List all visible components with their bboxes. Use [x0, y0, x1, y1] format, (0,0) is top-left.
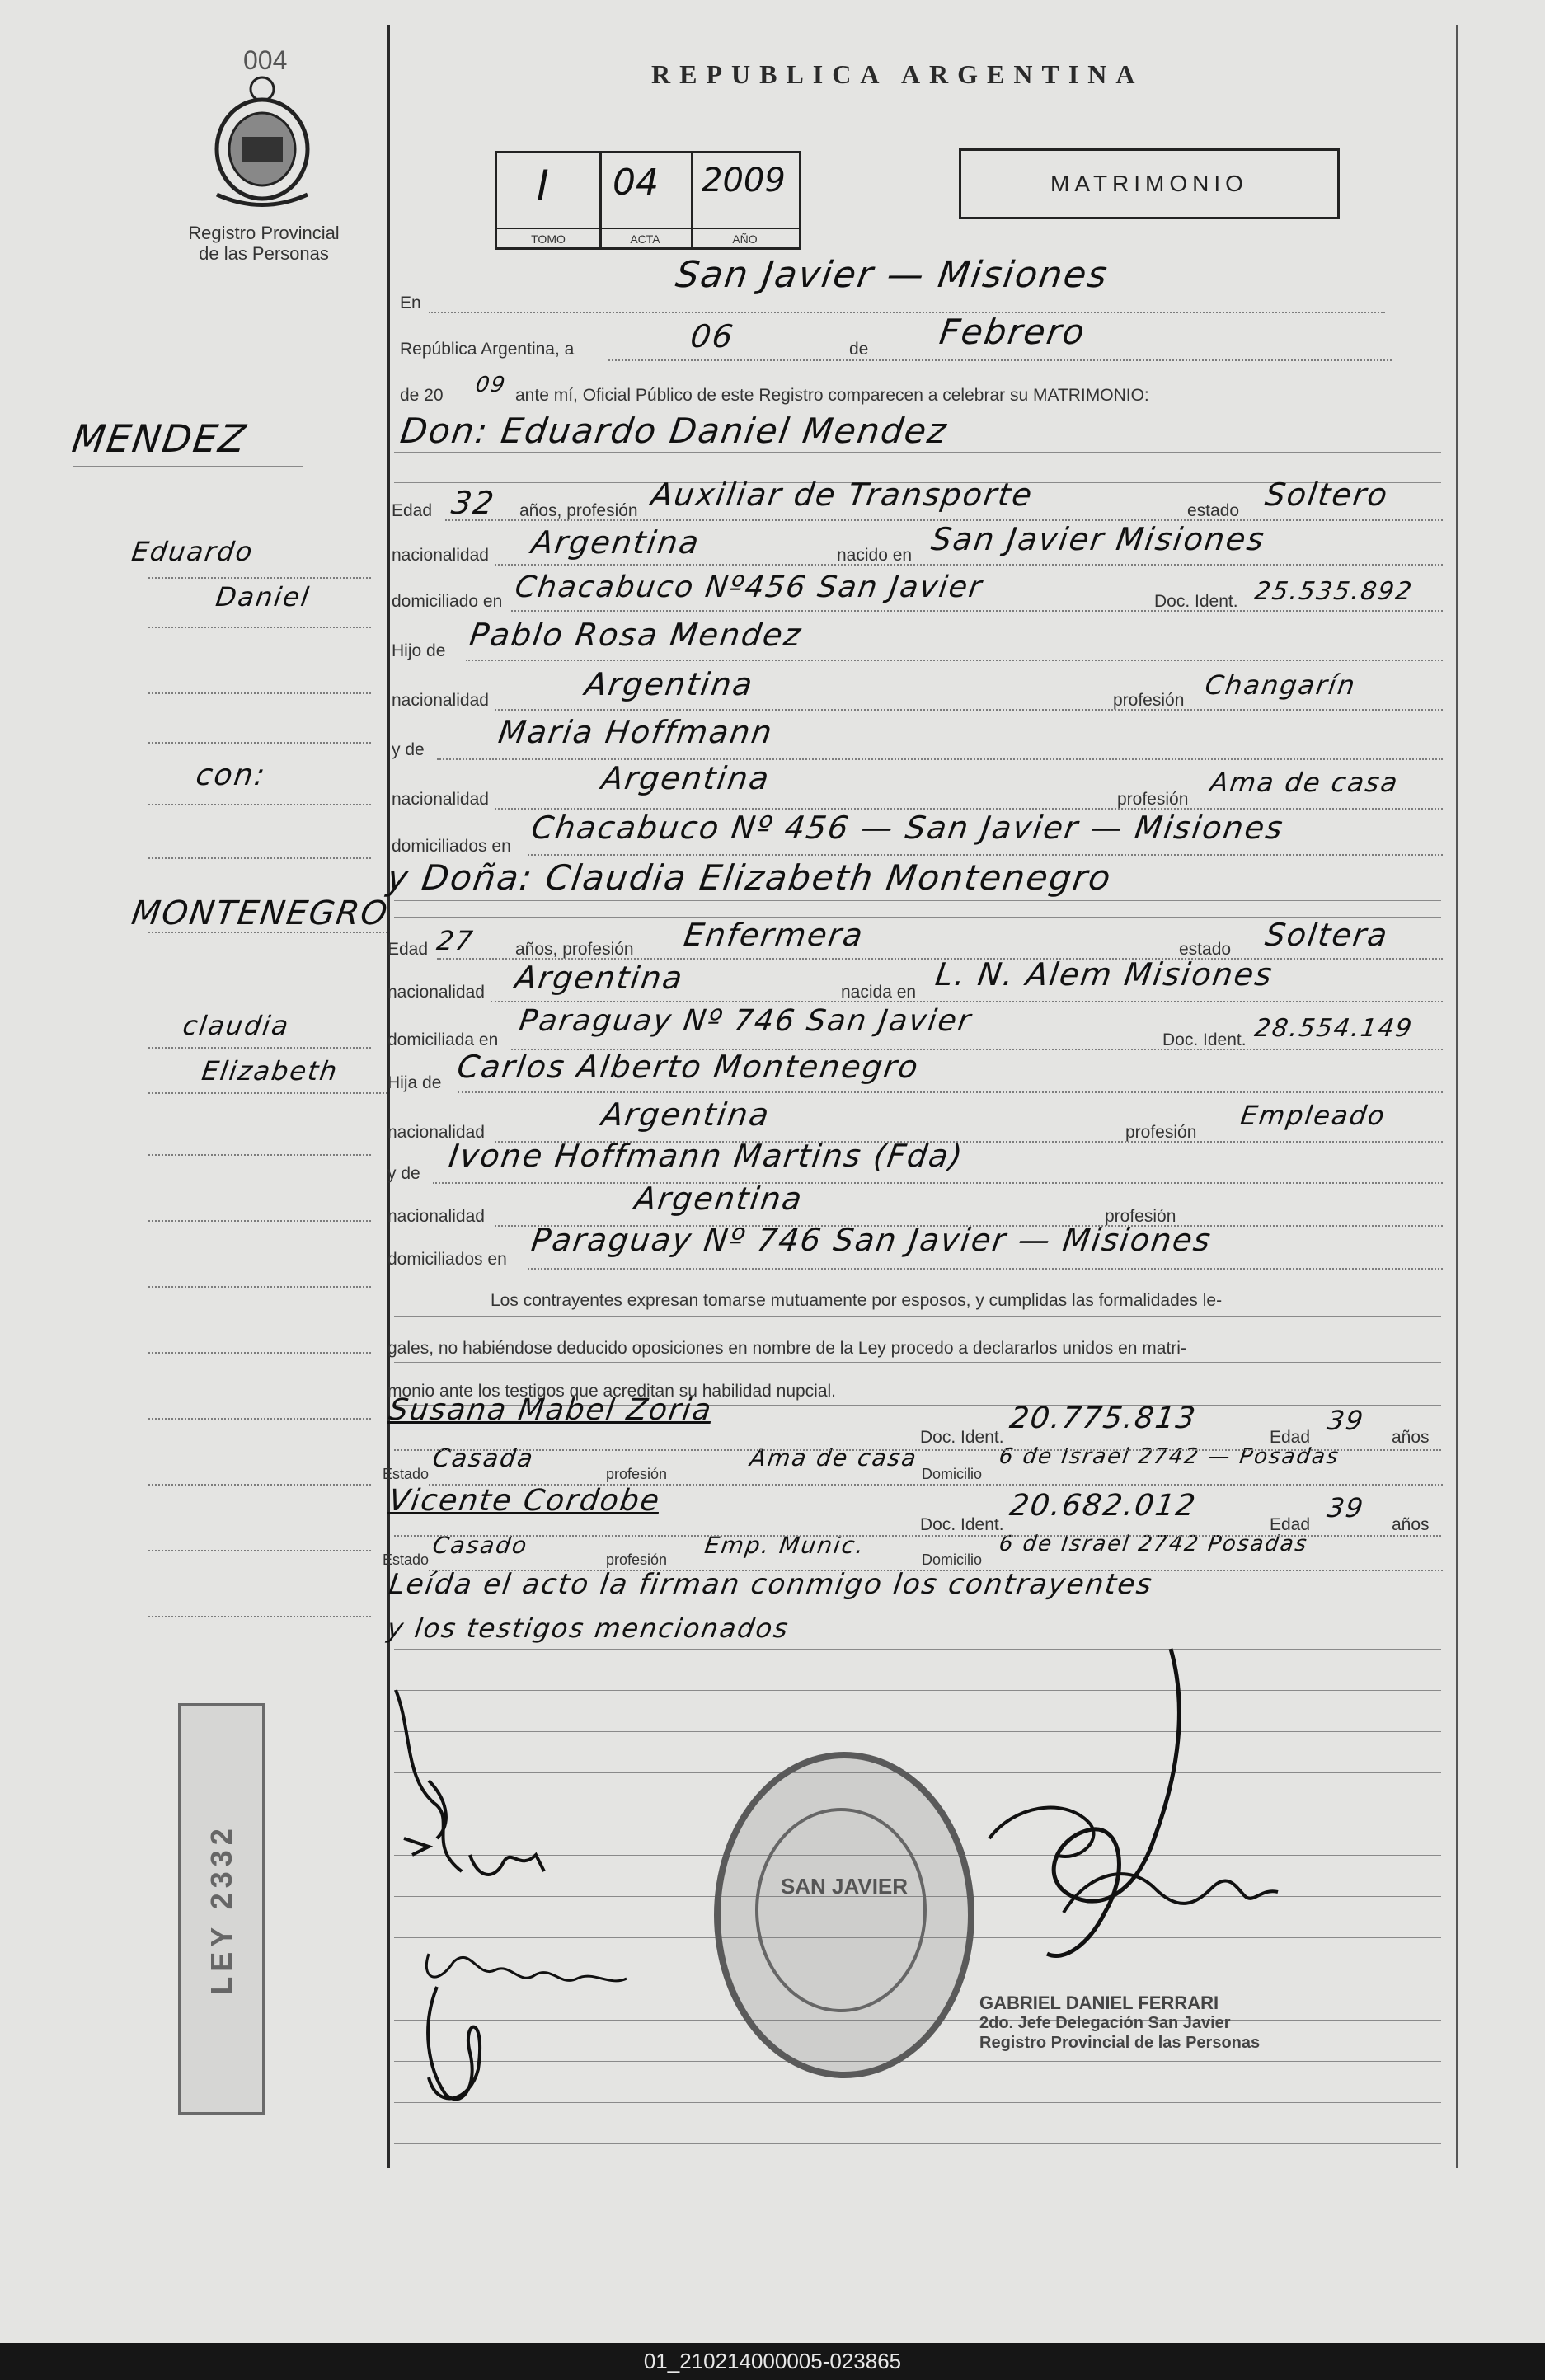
label-profesion-w: profesión	[606, 1551, 668, 1568]
label-estado: estado	[1179, 940, 1232, 959]
label-en: En	[400, 293, 421, 312]
label-nacionalidad: nacionalidad	[392, 546, 489, 565]
label-republica: República Argentina, a	[400, 340, 575, 359]
margin-with: con:	[194, 758, 269, 792]
place-year: 09	[473, 373, 509, 397]
declaration-line-2: gales, no habiéndose deducido oposiciones en nombre de la Ley procedo a declararlos unidos en matri-	[387, 1339, 1186, 1358]
margin-names-2b: Elizabeth	[200, 1055, 340, 1087]
margin-guide	[148, 1418, 371, 1420]
witness-2-profession: Emp. Munic.	[702, 1532, 867, 1559]
groom-status: Soltero	[1262, 476, 1392, 513]
witness-2-age: 39	[1325, 1492, 1367, 1523]
groom-age: 32	[448, 485, 498, 521]
record-box	[495, 151, 801, 250]
right-border-line	[1456, 25, 1458, 2168]
country-title: REPUBLICA ARGENTINA	[651, 59, 1144, 89]
closing-line-2: y los testigos mencionados	[385, 1612, 791, 1644]
label-anos-profesion: años, profesión	[515, 940, 634, 959]
provincial-emblem-icon	[200, 71, 324, 211]
label-nacionalidad: nacionalidad	[387, 1207, 485, 1226]
tomo-value: I	[537, 162, 549, 209]
anio-value: 2009	[702, 162, 786, 200]
fill-line	[394, 1535, 1441, 1537]
signature-left-small	[462, 1838, 552, 1888]
groom-mother-profession: Ama de casa	[1208, 767, 1402, 798]
witness-2-address: 6 de Israel 2742 Posadas	[997, 1532, 1310, 1556]
witness-1-profession: Ama de casa	[748, 1444, 920, 1472]
margin-guide	[148, 1484, 371, 1486]
witness-2-doc: 20.682.012	[1007, 1489, 1200, 1523]
label-profesion: profesión	[1117, 790, 1189, 809]
fill-line	[458, 1091, 1443, 1093]
groom-born-in: San Javier Misiones	[928, 521, 1268, 557]
groom-nationality: Argentina	[528, 524, 703, 561]
witness-1-address: 6 de Israel 2742 — Posadas	[997, 1444, 1341, 1469]
margin-guide	[148, 1047, 371, 1049]
margin-guide	[148, 627, 371, 628]
margin-guide	[148, 692, 371, 694]
label-domicilio: Domicilio	[922, 1551, 983, 1568]
margin-guide	[148, 1220, 371, 1222]
fill-line	[394, 1362, 1441, 1363]
fill-line	[394, 1316, 1441, 1317]
place-city: San Javier — Misiones	[673, 254, 1111, 296]
acta-value: 04	[613, 162, 659, 204]
acta-label: ACTA	[630, 232, 660, 246]
label-de: de	[849, 340, 869, 359]
label-nacionalidad: nacionalidad	[387, 983, 485, 1002]
fill-line	[437, 758, 1443, 760]
label-anos-profesion: años, profesión	[519, 501, 638, 520]
fill-line	[394, 1449, 1441, 1451]
place-month: Febrero	[937, 312, 1089, 352]
margin-guide	[148, 857, 371, 859]
bride-mother-nationality: Argentina	[632, 1181, 806, 1217]
margin-names-1b: Daniel	[214, 581, 312, 613]
label-profesion-w: profesión	[606, 1466, 668, 1482]
bride-born-in: L. N. Alem Misiones	[932, 956, 1276, 993]
bride-nationality: Argentina	[512, 960, 687, 996]
margin-guide	[148, 577, 371, 579]
bride-doc: 28.554.149	[1252, 1014, 1416, 1043]
groom-address: Chacabuco Nº456 San Javier	[513, 570, 985, 604]
fill-line	[495, 564, 1443, 566]
label-domicilio: Domicilio	[922, 1466, 983, 1482]
file-id-bar: 01_210214000005-023865	[0, 2343, 1545, 2380]
margin-guide	[148, 1352, 371, 1354]
witness-1-doc: 20.775.813	[1007, 1401, 1200, 1435]
fill-line	[528, 854, 1443, 856]
signature-officer	[965, 1641, 1311, 2020]
margin-surname-1: MENDEZ	[69, 416, 250, 461]
fill-line	[495, 709, 1443, 711]
label-edad-w: Edad	[1270, 1515, 1311, 1534]
label-profesion: profesión	[1113, 691, 1185, 710]
label-doc-ident: Doc. Ident.	[920, 1428, 1004, 1447]
groom-father-nationality: Argentina	[582, 666, 757, 702]
label-domiciliados-en: domiciliados en	[392, 837, 511, 856]
witness-2-name: Vicente Cordobe	[387, 1484, 663, 1518]
label-nacida-en: nacida en	[841, 983, 917, 1002]
witness-1-status: Casada	[430, 1444, 537, 1473]
place-day: 06	[688, 318, 737, 354]
label-nacionalidad: nacionalidad	[387, 1123, 485, 1142]
label-nacido-en: nacido en	[837, 546, 913, 565]
bride-mother: Ivone Hoffmann Martins (Fda)	[446, 1138, 966, 1174]
bride-address: Paraguay Nº 746 San Javier	[517, 1004, 974, 1038]
groom-parents-address: Chacabuco Nº 456 — San Javier — Misiones	[528, 810, 1287, 846]
label-y-de: y de	[392, 740, 425, 759]
bride-age: 27	[434, 925, 477, 956]
signature-witness	[387, 1929, 651, 2119]
bride-profession: Enfermera	[681, 917, 866, 953]
groom-father-profession: Changarín	[1203, 669, 1359, 701]
label-doc-ident: Doc. Ident.	[1162, 1030, 1247, 1049]
label-estado-w: Estado	[383, 1466, 430, 1482]
witness-1-name: Susana Mabel Zoria	[387, 1393, 715, 1427]
bride-father-profession: Empleado	[1238, 1100, 1388, 1131]
witness-2-status: Casado	[430, 1532, 530, 1559]
groom-mother: Maria Hoffmann	[495, 714, 776, 750]
label-edad: Edad	[387, 940, 429, 959]
label-de20: de 20	[400, 386, 444, 405]
organization-name: Registro Provincial de las Personas	[188, 223, 340, 264]
margin-guide	[148, 742, 371, 744]
officer-stamp: GABRIEL DANIEL FERRARI 2do. Jefe Delegación San Javier Registro Provincial de las Personas	[979, 1993, 1261, 2052]
label-y-de: y de	[387, 1164, 420, 1183]
label-profesion: profesión	[1105, 1207, 1176, 1226]
label-nacionalidad: nacionalidad	[392, 790, 489, 809]
fill-line	[608, 359, 1392, 361]
groom-profession: Auxiliar de Transporte	[648, 476, 1036, 513]
label-estado-w: Estado	[383, 1551, 430, 1568]
margin-guide	[148, 1616, 371, 1617]
label-doc-ident: Doc. Ident.	[920, 1515, 1004, 1534]
fill-line	[511, 610, 1443, 612]
margin-names-2a: claudia	[181, 1010, 292, 1041]
margin-guide	[148, 1550, 371, 1551]
bride-father: Carlos Alberto Montenegro	[454, 1049, 922, 1085]
law-stamp: LEY 2332	[178, 1703, 265, 2115]
label-edad: Edad	[392, 501, 433, 520]
fill-line	[394, 452, 1441, 453]
tomo-label: TOMO	[531, 232, 566, 246]
anio-label: AÑO	[732, 232, 758, 246]
fill-line	[433, 1182, 1443, 1184]
margin-guide	[148, 1286, 371, 1288]
bride-father-nationality: Argentina	[599, 1096, 773, 1133]
margin-guide	[148, 1092, 387, 1094]
label-nacionalidad: nacionalidad	[392, 691, 489, 710]
label-estado: estado	[1187, 501, 1240, 520]
official-seal: SAN JAVIER	[714, 1752, 974, 2078]
label-domiciliada-en: domiciliada en	[387, 1030, 499, 1049]
bride-parents-address: Paraguay Nº 746 San Javier — Misiones	[528, 1222, 1214, 1258]
fill-line	[394, 900, 1441, 901]
witness-1-age: 39	[1325, 1405, 1367, 1436]
bride-name: y Doña: Claudia Elizabeth Montenegro	[384, 857, 1115, 898]
label-domiciliado-en: domiciliado en	[392, 592, 503, 611]
label-doc-ident: Doc. Ident.	[1154, 592, 1238, 611]
label-hijo-de: Hijo de	[392, 641, 446, 660]
groom-doc: 25.535.892	[1252, 577, 1416, 606]
closing-line-1: Leída el acto la firman conmigo los contrayentes	[387, 1568, 1156, 1601]
record-type-box: MATRIMONIO	[959, 148, 1340, 219]
fill-line	[466, 660, 1443, 661]
label-hija-de: Hija de	[387, 1073, 442, 1092]
signature-line	[394, 2143, 1441, 2144]
label-profesion: profesión	[1125, 1123, 1197, 1142]
bride-status: Soltera	[1262, 917, 1392, 953]
label-domiciliados-en: domiciliados en	[387, 1250, 507, 1269]
label-anos: años	[1392, 1428, 1430, 1447]
fill-line	[528, 1268, 1443, 1270]
margin-guide	[148, 804, 371, 805]
margin-guide	[148, 1154, 371, 1156]
margin-guide	[148, 932, 387, 933]
declaration-line-3: monio ante los testigos que acreditan su habilidad nupcial.	[387, 1382, 837, 1401]
margin-surname-2: MONTENEGRO	[129, 894, 392, 932]
fill-line	[491, 1001, 1443, 1002]
declaration-line-1: Los contrayentes expresan tomarse mutuamente por esposos, y cumplidas las formalidades le-	[491, 1291, 1223, 1310]
groom-name: Don: Eduardo Daniel Mendez	[397, 411, 951, 451]
margin-names-1a: Eduardo	[129, 536, 256, 567]
groom-mother-nationality: Argentina	[599, 760, 773, 796]
label-anos: años	[1392, 1515, 1430, 1534]
groom-father: Pablo Rosa Mendez	[467, 617, 805, 653]
fill-line	[429, 312, 1385, 313]
corner-number: 004	[243, 45, 288, 75]
label-ante-mi: ante mí, Oficial Público de este Registro comparecen a celebrar su MATRIMONIO:	[515, 386, 1149, 405]
label-edad-w: Edad	[1270, 1428, 1311, 1447]
margin-underline	[73, 466, 303, 467]
